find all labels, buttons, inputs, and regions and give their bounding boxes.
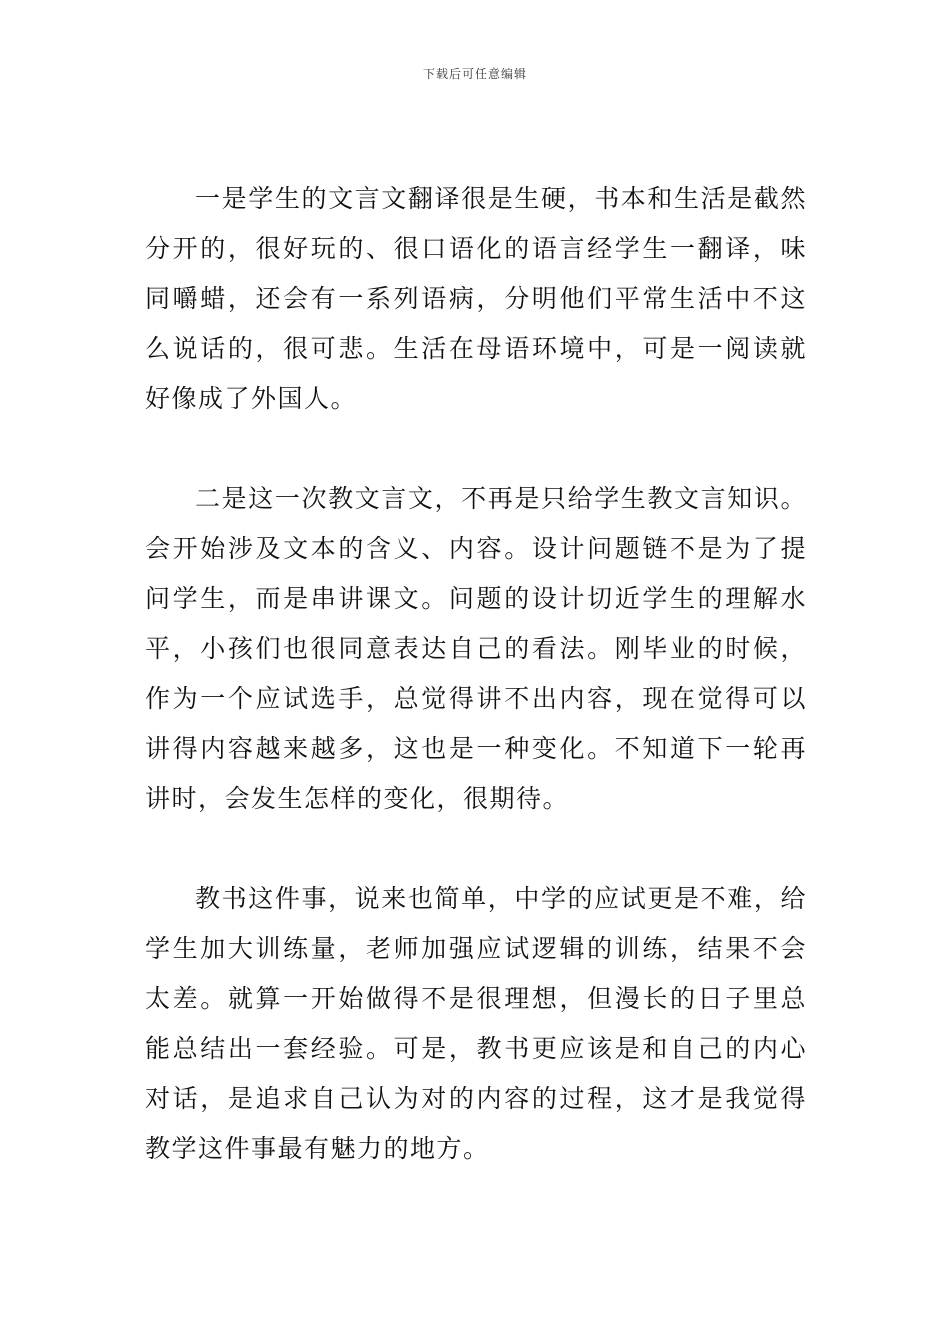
document-body (145, 174, 807, 1174)
paragraph-1: 一是学生的文言文翻译很是生硬，书本和生活是截然分开的，很好玩的、很口语化的语言经学生一翻译，味同嚼蜡，还会有一系列语病，分明他们平常生活中不这么说话的，很可悲。生活在母语环境中，可是一阅读就好像成了外国人。 (145, 184, 807, 413)
paragraph-2: 二是这一次教文言文，不再是只给学生教文言知识。会开始涉及文本的含义、内容。设计问题链不是为了提问学生，而是串讲课文。问题的设计切近学生的理解水平，小孩们也很同意表达自己的看法。刚毕业的时候，作为一个应试选手，总觉得讲不出内容，现在觉得可以讲得内容越来越多，这也是一种变化。不知道下一轮再讲时，会发生怎样的变化，很期待。 (145, 484, 807, 813)
paragraph-3: 教书这件事，说来也简单，中学的应试更是不难，给学生加大训练量，老师加强应试逻辑的训练，结果不会太差。就算一开始做得不是很理想，但漫长的日子里总能总结出一套经验。可是，教书更应该是和自己的内心对话，是追求自己认为对的内容的过程，这才是我觉得教学这件事最有魅力的地方。 (145, 884, 807, 1163)
page-header: 下载后可任意编辑 (422, 67, 527, 81)
